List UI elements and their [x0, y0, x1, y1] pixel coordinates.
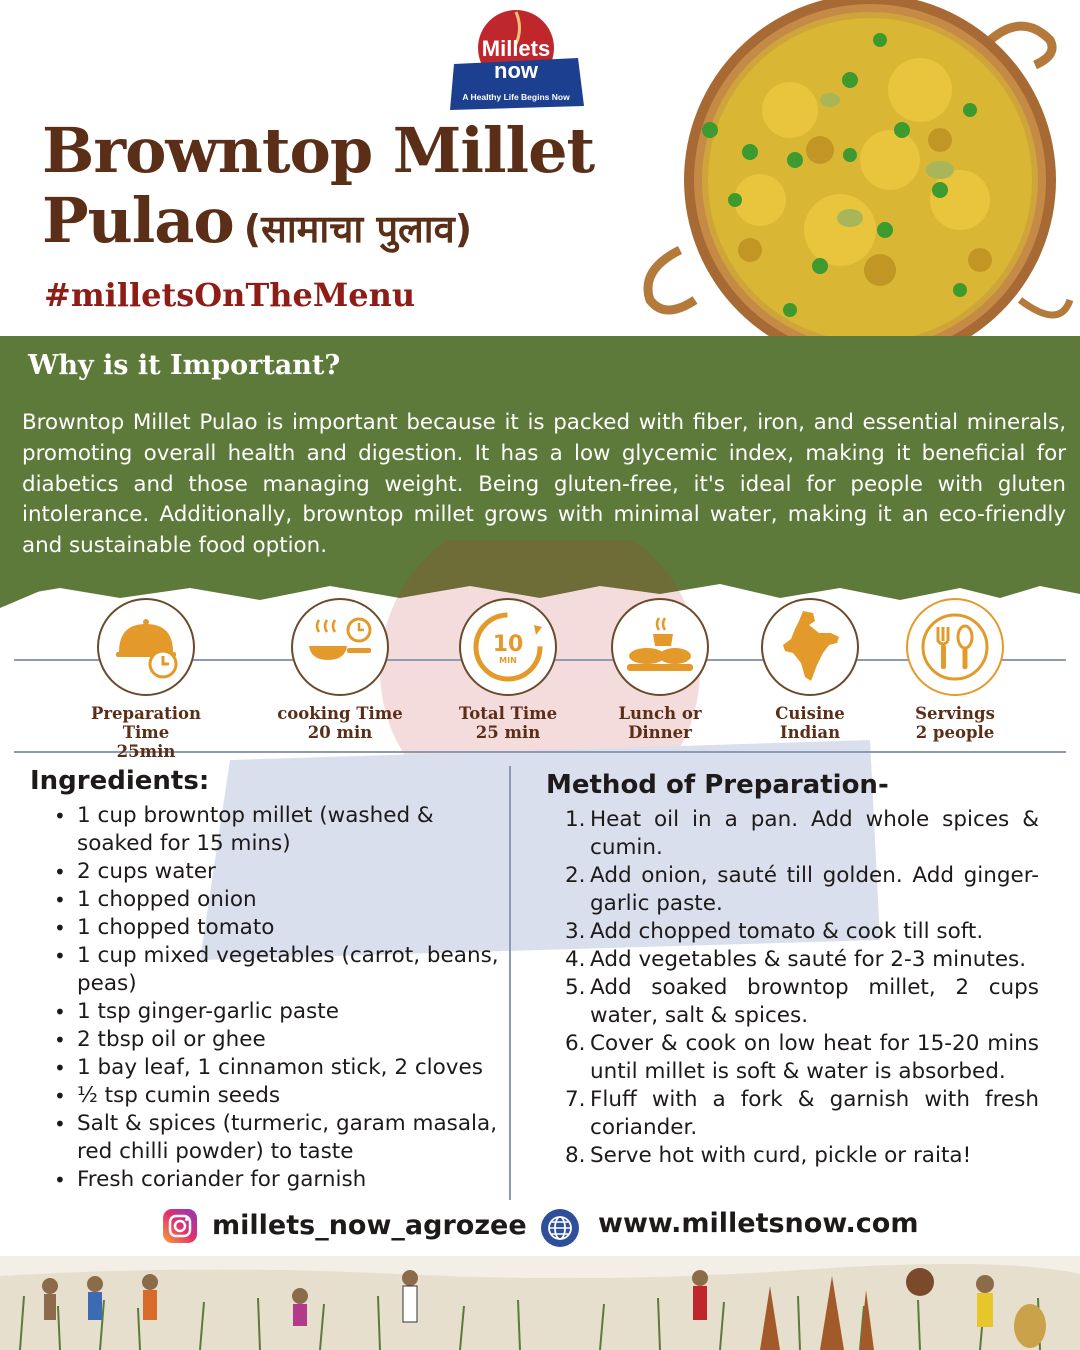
method-step: [563, 1086, 1039, 1142]
logo-word-2: now: [494, 58, 538, 83]
globe-icon[interactable]: [540, 1208, 580, 1248]
info-label: Servings: [915, 704, 995, 723]
ingredient-item: • 1 chopped tomato: [52, 914, 502, 942]
info-servings: [880, 598, 1030, 742]
info-preparation-time: [71, 598, 221, 761]
method-step: [563, 974, 1039, 1030]
method-step: [563, 1142, 1039, 1170]
info-label: Lunch or: [618, 704, 702, 723]
instagram-icon[interactable]: [162, 1208, 198, 1244]
info-meal-type: [585, 598, 735, 742]
instagram-handle[interactable]: millets_now_agrozee: [212, 1210, 527, 1241]
method-step: [563, 806, 1039, 862]
ingredient-item: • 2 tbsp oil or ghee: [52, 1026, 502, 1054]
farm-illustration: [0, 1256, 1080, 1350]
method-step: [563, 946, 1039, 974]
title-line-1: Browntop Millet: [42, 114, 595, 187]
info-label: Preparation Time: [90, 704, 202, 742]
method-step: [563, 918, 1039, 946]
title-hindi: (सामाचा पुलाव): [243, 207, 473, 251]
pan-timer-icon: [303, 612, 377, 682]
ingredient-item: • 1 cup mixed vegetables (carrot, beans, peas): [52, 942, 502, 998]
ingredient-item: • Fresh coriander for garnish: [52, 1166, 502, 1194]
info-cuisine: [735, 598, 885, 742]
info-value: 25min: [116, 742, 176, 761]
step-text: Add onion, sauté till golden. Add ginger-garlic paste.: [590, 863, 1039, 916]
importance-heading: Why is it Important?: [28, 350, 341, 381]
pulao-bowl-photo: [640, 0, 1080, 360]
info-label: Total Time: [458, 704, 558, 723]
ten-minute-timer-icon: [468, 607, 548, 687]
step-number: 6.: [565, 1031, 586, 1056]
step-number: 4.: [565, 947, 586, 972]
column-divider: [509, 766, 511, 1200]
ingredient-item: • 1 chopped onion: [52, 886, 502, 914]
step-number: 2.: [565, 863, 586, 888]
ingredient-item: • 1 bay leaf, 1 cinnamon stick, 2 cloves: [52, 1054, 502, 1082]
timer-unit: MIN: [499, 656, 517, 665]
step-number: 8.: [565, 1143, 586, 1168]
method-step: [563, 1030, 1039, 1086]
step-number: 3.: [565, 919, 586, 944]
title-line-2: Pulao: [42, 184, 234, 257]
info-label: cooking Time: [277, 704, 403, 723]
step-number: 5.: [565, 975, 586, 1000]
ingredient-item: • Salt & spices (turmeric, garam masala, red chilli powder) to taste: [52, 1110, 502, 1166]
fork-spoon-icon: [915, 607, 995, 687]
logo-word-1: Millets: [481, 36, 551, 61]
step-number: 7.: [565, 1087, 586, 1112]
info-circle: [459, 598, 557, 696]
info-circle: [611, 598, 709, 696]
step-text: Heat oil in a pan. Add whole spices & cumin.: [590, 807, 1039, 860]
website-link[interactable]: www.milletsnow.com: [598, 1208, 919, 1239]
info-circle: [97, 598, 195, 696]
info-circle: [906, 598, 1004, 696]
step-text: Serve hot with curd, pickle or raita!: [590, 1143, 972, 1168]
info-circle: [291, 598, 389, 696]
info-label: Cuisine: [775, 704, 845, 723]
ingredients-list: [52, 802, 502, 1194]
info-value: 2 people: [915, 723, 995, 742]
ingredient-item: • 1 tsp ginger-garlic paste: [52, 998, 502, 1026]
recipe-title: [42, 114, 595, 257]
meal-tray-icon: [623, 612, 697, 682]
info-value: Indian: [779, 723, 841, 742]
info-cooking-time: [265, 598, 415, 742]
logo-tagline: A Healthy Life Begins Now: [462, 92, 570, 102]
info-value: 25 min: [475, 723, 541, 742]
method-step: [563, 862, 1039, 918]
info-total-time: [433, 598, 583, 742]
hashtag: #milletsOnTheMenu: [44, 276, 416, 314]
step-text: Fluff with a fork & garnish with fresh coriander.: [590, 1087, 1039, 1140]
importance-text: Browntop Millet Pulao is important because it is packed with fiber, iron, and essential minerals, promoting overall health and digestion. It has a low glycemic index, making it beneficial for diabetics and those managing weight. Being gluten-free, it's ideal for people with gluten intolerance. Additionally, browntop millet grows with minimal water, making it an eco-friendly and sustainable food option.: [22, 410, 1066, 559]
method-heading: Method of Preparation-: [546, 770, 889, 800]
india-map-icon: [775, 607, 845, 687]
step-text: Add soaked browntop millet, 2 cups water, salt & spices.: [590, 975, 1039, 1028]
step-text: Add chopped tomato & cook till soft.: [590, 919, 984, 944]
method-steps: [563, 806, 1039, 1170]
ingredients-heading: Ingredients:: [30, 766, 210, 796]
info-circle: [761, 598, 859, 696]
ingredient-item: • ½ tsp cumin seeds: [52, 1082, 502, 1110]
millets-now-logo: [448, 8, 584, 110]
info-value: 20 min: [307, 723, 373, 742]
step-text: Cover & cook on low heat for 15-20 mins until millet is soft & water is absorbed.: [590, 1031, 1039, 1084]
step-text: Add vegetables & sauté for 2-3 minutes.: [590, 947, 1027, 972]
step-number: 1.: [565, 807, 586, 832]
ingredient-item: • 2 cups water: [52, 858, 502, 886]
ingredient-item: • 1 cup browntop millet (washed & soaked for 15 mins): [52, 802, 502, 858]
cloche-clock-icon: [111, 612, 181, 682]
timer-number: 10: [492, 632, 524, 657]
info-value: Dinner: [628, 723, 692, 742]
